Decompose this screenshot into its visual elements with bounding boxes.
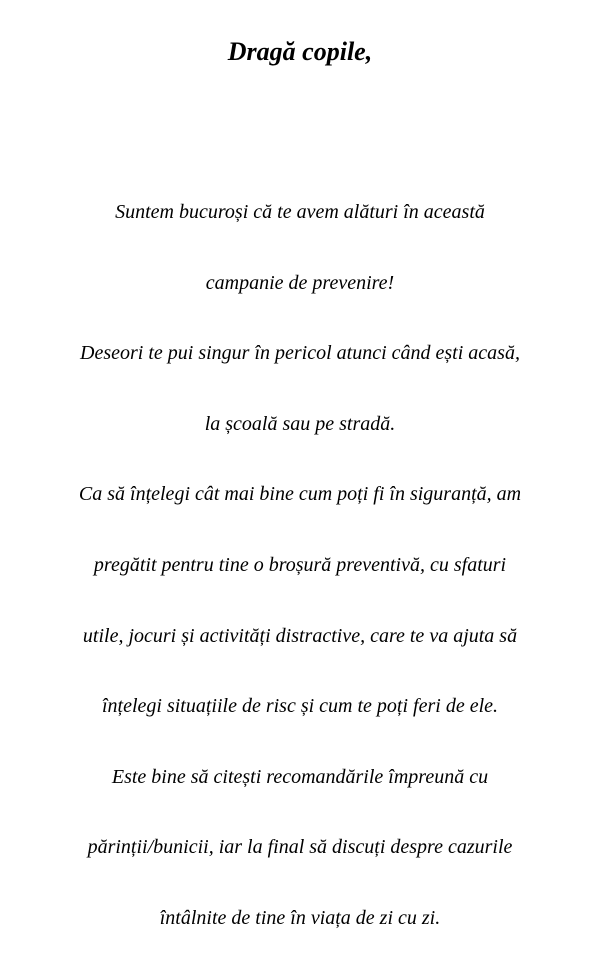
letter-line: pregătit pentru tine o broșură preventivă, cu sfaturi: [93, 553, 507, 576]
letter-line: înțelegi situațiile de risc și cum te poți feri de ele.: [101, 695, 499, 718]
letter-body: [0, 177, 600, 954]
letter-line: Deseori te pui singur în pericol atunci când ești acasă,: [80, 342, 520, 365]
letter-greeting: Dragă copile,: [227, 37, 373, 66]
letter-line: campanie de prevenire!: [205, 271, 395, 294]
letter-line: Suntem bucuroși că te avem alături în această: [115, 201, 485, 223]
letter-line: Este bine să citești recomandările împreună cu: [111, 765, 489, 788]
letter-line: Ca să înțelegi cât mai bine cum poți fi în siguranță, am: [78, 483, 522, 506]
letter-line: la școală sau pe stradă.: [204, 412, 396, 435]
letter-line: întâlnite de tine în viața de zi cu zi.: [159, 906, 441, 929]
letter-line: utile, jocuri și activități distractive, care te va ajuta să: [82, 624, 518, 647]
letter-line: părinții/bunicii, iar la final să discuți despre cazurile: [87, 836, 513, 859]
